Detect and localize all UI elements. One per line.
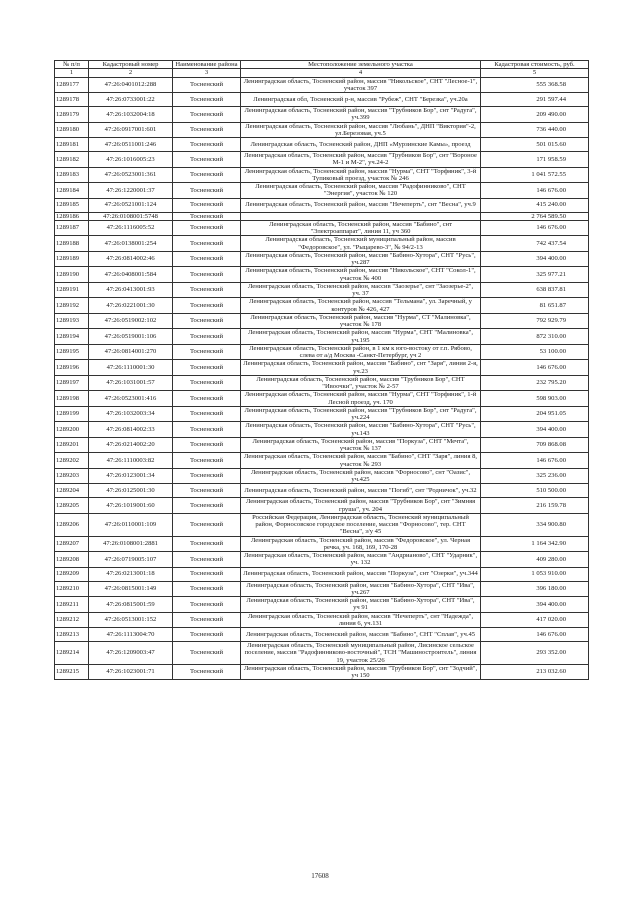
cell-cadastral-number: 47:26:0125001:30	[89, 484, 173, 498]
cell-location: Ленинградская область, Тосненский район, массив "Бабино", СНТ "Заря", линия 8, участок № 293	[241, 453, 481, 469]
table-row	[55, 138, 589, 152]
cell-cost: 146 676.00	[481, 360, 589, 376]
cell-district: Тосненский	[173, 183, 241, 199]
cell-location: Ленинградская область, Тосненский муниципальный район, массив "Федоровское", ул. "Рыцарево-3", № 94/2-13	[241, 236, 481, 252]
cell-location: Ленинградская обл, Тосненский р-н, массив "Рубеж", СНТ "Березка", уч.20а	[241, 93, 481, 107]
table-row	[55, 567, 589, 581]
cell-cadastral-number: 47:26:1116005:52	[89, 220, 173, 236]
table-row	[55, 344, 589, 360]
cell-district: Тосненский	[173, 236, 241, 252]
cell-location: Российская Федерация, Ленинградская область, Тосненский муниципальный район, Форносовское городское поселение, массив "Форносово", тер. СНТ "Весна", з/у 45	[241, 513, 481, 536]
cell-district: Тосненский	[173, 628, 241, 642]
header-row	[55, 61, 589, 69]
cell-location: Ленинградская область, Тосненский район, массив "Трубников Бор", СНТ "Ивоочки", участок № 2-57	[241, 375, 481, 391]
column-number: 3	[173, 69, 241, 77]
cell-cost: 394 400.00	[481, 251, 589, 267]
table-row	[55, 298, 589, 314]
cell-location: Ленинградская область, Тосненский район, массив "Поркуза", СНТ "Мечта", участок № 137	[241, 437, 481, 453]
cell-location: Ленинградская область, Тосненский район, массив "Нечеперть", снт "Весна", уч.9	[241, 198, 481, 212]
cell-cost: 638 837.81	[481, 282, 589, 298]
cell-cadastral-number: 47:26:0401012:288	[89, 77, 173, 93]
table-row	[55, 93, 589, 107]
table-row	[55, 422, 589, 438]
table-row	[55, 484, 589, 498]
cell-district: Тосненский	[173, 152, 241, 168]
cell-index: 1289183	[55, 167, 89, 183]
cell-location: Ленинградская область, Тосненский район, массив "Андрианово", СНТ "Ударник", уч. 132	[241, 552, 481, 568]
cell-index: 1289191	[55, 282, 89, 298]
cell-district: Тосненский	[173, 513, 241, 536]
cell-district: Тосненский	[173, 313, 241, 329]
table-row	[55, 183, 589, 199]
cell-index: 1289188	[55, 236, 89, 252]
table-row	[55, 552, 589, 568]
cell-district: Тосненский	[173, 422, 241, 438]
cell-cost: 204 951.05	[481, 406, 589, 422]
cell-location: Ленинградская область, Тосненский район, массив "Бабино-Хутора", СНТ "Ива", уч 91	[241, 597, 481, 613]
column-number: 5	[481, 69, 589, 77]
cell-district: Тосненский	[173, 453, 241, 469]
cell-location: Ленинградская область, Тосненский район, массив "Бабино", СНТ "Сплав", уч.45	[241, 628, 481, 642]
cell-location: Ленинградская область, Тосненский район, массив "Никольское", СНТ "Сокол-1", участок № 400	[241, 267, 481, 283]
cell-cadastral-number: 47:26:0814002:46	[89, 251, 173, 267]
cell-cadastral-number: 47:26:0413001:93	[89, 282, 173, 298]
table-row	[55, 122, 589, 138]
table-row	[55, 360, 589, 376]
cell-cadastral-number: 47:26:0523001:361	[89, 167, 173, 183]
cell-cost: 53 100.00	[481, 344, 589, 360]
cell-district: Тосненский	[173, 298, 241, 314]
cell-cost: 209 490.00	[481, 107, 589, 123]
cell-district: Тосненский	[173, 468, 241, 484]
cell-district: Тосненский	[173, 220, 241, 236]
cell-cost: 872 310.00	[481, 329, 589, 345]
cell-district: Тосненский	[173, 198, 241, 212]
cell-location: Ленинградская область, Тосненский район, массив "Федоровское", ул. Черная речка, уч. 168, 169, 170-28	[241, 536, 481, 552]
cell-district: Тосненский	[173, 282, 241, 298]
cell-index: 1289212	[55, 612, 89, 628]
cell-cadastral-number: 47:26:1032003:34	[89, 406, 173, 422]
cell-cadastral-number: 47:26:1016005:23	[89, 152, 173, 168]
cell-cost: 736 440.00	[481, 122, 589, 138]
cell-cost: 792 929.79	[481, 313, 589, 329]
cell-index: 1289203	[55, 468, 89, 484]
cell-cadastral-number: 47:26:1023001:71	[89, 664, 173, 680]
cell-cadastral-number: 47:26:0138001:254	[89, 236, 173, 252]
cell-district: Тосненский	[173, 612, 241, 628]
cell-district: Тосненский	[173, 484, 241, 498]
cell-index: 1289202	[55, 453, 89, 469]
cell-cost: 334 900.80	[481, 513, 589, 536]
table-row	[55, 453, 589, 469]
cell-cost: 394 400.00	[481, 422, 589, 438]
cell-index: 1289179	[55, 107, 89, 123]
cell-district: Тосненский	[173, 360, 241, 376]
cell-index: 1289210	[55, 581, 89, 597]
cell-cost: 216 159.78	[481, 498, 589, 514]
cell-cost: 2 764 589.50	[481, 212, 589, 220]
cell-cadastral-number: 47:26:0814002:33	[89, 422, 173, 438]
cell-cadastral-number: 47:26:0733001:22	[89, 93, 173, 107]
cell-location: Ленинградская область, Тосненский район, массив "Поркуза", снт "Озерки", уч.344	[241, 567, 481, 581]
cell-location: Ленинградская область, Тосненский район, массив "Трубников Бор", снт "Зимняя груша", уч. 204	[241, 498, 481, 514]
header-index: № п/п	[55, 61, 89, 69]
table-row	[55, 267, 589, 283]
cell-cost: 394 400.00	[481, 597, 589, 613]
header-cost: Кадастровая стоимость, руб.	[481, 61, 589, 69]
cell-cadastral-number: 47:26:0719005:107	[89, 552, 173, 568]
cell-location: Ленинградская область, Тосненский район, массив "Нечеперть", снт "Надежда", линия 6, уч.131	[241, 612, 481, 628]
cell-district: Тосненский	[173, 581, 241, 597]
table-row	[55, 107, 589, 123]
cell-index: 1289215	[55, 664, 89, 680]
cell-district: Тосненский	[173, 552, 241, 568]
cell-cadastral-number: 47:26:0519002:102	[89, 313, 173, 329]
cell-index: 1289206	[55, 513, 89, 536]
cell-cadastral-number: 47:26:0108001:5748	[89, 212, 173, 220]
cell-cost: 709 868.08	[481, 437, 589, 453]
cell-cost: 146 676.00	[481, 628, 589, 642]
cell-district: Тосненский	[173, 77, 241, 93]
table-row	[55, 167, 589, 183]
cell-cadastral-number: 47:26:0521001:124	[89, 198, 173, 212]
cell-index: 1289177	[55, 77, 89, 93]
cell-index: 1289192	[55, 298, 89, 314]
page-number: 17608	[311, 872, 329, 880]
cell-location: Ленинградская область, Тосненский район, массив "Трубников Бор", снт "Вороное М-1 и М-2", уч.24-2	[241, 152, 481, 168]
cell-district: Тосненский	[173, 536, 241, 552]
cell-index: 1289186	[55, 212, 89, 220]
header-cadastral-number: Кадастровый номер	[89, 61, 173, 69]
cell-district: Тосненский	[173, 329, 241, 345]
cell-district: Тосненский	[173, 122, 241, 138]
cell-index: 1289201	[55, 437, 89, 453]
cell-cost: 555 368.58	[481, 77, 589, 93]
table-row	[55, 152, 589, 168]
cell-index: 1289184	[55, 183, 89, 199]
cell-cost: 396 180.00	[481, 581, 589, 597]
cell-location	[241, 212, 481, 220]
cell-district: Тосненский	[173, 167, 241, 183]
cell-district: Тосненский	[173, 406, 241, 422]
cell-index: 1289205	[55, 498, 89, 514]
cell-location: Ленинградская область, Тосненский район, массив "Радофинниково", СНТ "Энергия", участок № 120	[241, 183, 481, 199]
cell-index: 1289199	[55, 406, 89, 422]
cell-index: 1289207	[55, 536, 89, 552]
cell-location: Ленинградская область, Тосненский район, массив "Бабино-Хутора", СНТ "Ива", уч.267	[241, 581, 481, 597]
table-row	[55, 642, 589, 665]
cell-cadastral-number: 47:26:0519001:106	[89, 329, 173, 345]
cell-index: 1289182	[55, 152, 89, 168]
cell-district: Тосненский	[173, 251, 241, 267]
cell-location: Ленинградская область, Тосненский район, массив "Любань", ДНП "Виктория"-2, ул.Березовая, уч.5	[241, 122, 481, 138]
cell-location: Ленинградская область, Тосненский район, массив "Нурма", СНТ "Торфяник", 3-й Тупиковый проезд, участок № 246	[241, 167, 481, 183]
cell-index: 1289204	[55, 484, 89, 498]
table-row	[55, 581, 589, 597]
table-row	[55, 391, 589, 407]
cell-cadastral-number: 47:26:0513001:152	[89, 612, 173, 628]
cell-cadastral-number: 47:26:0214002:20	[89, 437, 173, 453]
cell-cadastral-number: 47:26:1209003:47	[89, 642, 173, 665]
cell-cadastral-number: 47:26:0123001:34	[89, 468, 173, 484]
cell-cadastral-number: 47:26:0917001:601	[89, 122, 173, 138]
cell-index: 1289214	[55, 642, 89, 665]
table-row	[55, 406, 589, 422]
cell-district: Тосненский	[173, 567, 241, 581]
cell-cost: 146 676.00	[481, 220, 589, 236]
cell-location: Ленинградская область, Тосненский район, массив "Бабино-Хутора", СНТ "Русь", уч.287	[241, 251, 481, 267]
cell-cost: 325 236.00	[481, 468, 589, 484]
cell-cadastral-number: 47:26:0815001:149	[89, 581, 173, 597]
table-body	[55, 77, 589, 680]
cell-index: 1289181	[55, 138, 89, 152]
table-row	[55, 220, 589, 236]
cell-index: 1289196	[55, 360, 89, 376]
cell-index: 1289185	[55, 198, 89, 212]
cell-cadastral-number: 47:26:0221001:30	[89, 298, 173, 314]
cell-cadastral-number: 47:26:0213001:18	[89, 567, 173, 581]
cell-index: 1289211	[55, 597, 89, 613]
cell-cost: 1 041 572.55	[481, 167, 589, 183]
cell-cost: 325 977.21	[481, 267, 589, 283]
cell-district: Тосненский	[173, 138, 241, 152]
table-row	[55, 664, 589, 680]
cell-cost: 510 500.00	[481, 484, 589, 498]
cell-district: Тосненский	[173, 642, 241, 665]
cell-district: Тосненский	[173, 437, 241, 453]
cell-index: 1289198	[55, 391, 89, 407]
document-page	[54, 60, 588, 680]
cell-cost: 213 032.60	[481, 664, 589, 680]
cell-location: Ленинградская область, Тосненский район, массив "Никольское", СНТ "Лесное-1", участок 397	[241, 77, 481, 93]
table-row	[55, 251, 589, 267]
cell-index: 1289193	[55, 313, 89, 329]
cell-location: Ленинградская область, Тосненский район, массив "Бабино", снт "Электроаппарат", линия 11, уч 360	[241, 220, 481, 236]
cell-cadastral-number: 47:26:1110001:30	[89, 360, 173, 376]
cell-index: 1289190	[55, 267, 89, 283]
table-row	[55, 282, 589, 298]
cell-location: Ленинградская область, Тосненский район, массив "Заозерье", снт "Заозерье-2", уч. 37	[241, 282, 481, 298]
cadastral-table	[54, 60, 589, 680]
cell-cost: 291 597.44	[481, 93, 589, 107]
cell-index: 1289187	[55, 220, 89, 236]
cell-cost: 171 958.59	[481, 152, 589, 168]
cell-district: Тосненский	[173, 212, 241, 220]
table-row	[55, 375, 589, 391]
cell-cost: 1 164 342.90	[481, 536, 589, 552]
header-location: Местоположение земельного участка	[241, 61, 481, 69]
cell-location: Ленинградская область, Тосненский район, массив "Бабино-Хутора", СНТ "Русь", уч.143	[241, 422, 481, 438]
cell-cadastral-number: 47:26:0408001:584	[89, 267, 173, 283]
table-row	[55, 468, 589, 484]
cell-location: Ленинградская область, Тосненский район, массив "Трубников Бор", снт "Радуга", уч.399	[241, 107, 481, 123]
table-row	[55, 198, 589, 212]
cell-cost: 293 352.00	[481, 642, 589, 665]
cell-district: Тосненский	[173, 107, 241, 123]
cell-cost: 409 280.00	[481, 552, 589, 568]
cell-district: Тосненский	[173, 597, 241, 613]
column-number-row	[55, 69, 589, 77]
cell-location: Ленинградская область, Тосненский район, массив "Погиб", снт "Родничок", уч.32	[241, 484, 481, 498]
cell-cadastral-number: 47:26:1031001:57	[89, 375, 173, 391]
cell-index: 1289178	[55, 93, 89, 107]
cell-location: Ленинградская область, Тосненский муниципальный район, Лисинское сельское поселение, массив "Радофинниково-восточный", ТСН "Машиностроитель", линия 19, участок 25/26	[241, 642, 481, 665]
table-row	[55, 628, 589, 642]
cell-cost: 417 020.00	[481, 612, 589, 628]
table-row	[55, 77, 589, 93]
table-header	[55, 61, 589, 78]
cell-index: 1289195	[55, 344, 89, 360]
cell-location: Ленинградская область, Тосненский район, массив "Нурма", СНТ "Малиновка", уч.195	[241, 329, 481, 345]
cell-index: 1289209	[55, 567, 89, 581]
cell-cadastral-number: 47:26:0523001:416	[89, 391, 173, 407]
table-row	[55, 212, 589, 220]
table-row	[55, 313, 589, 329]
table-row	[55, 498, 589, 514]
column-number: 1	[55, 69, 89, 77]
cell-index: 1289197	[55, 375, 89, 391]
cell-cost: 146 676.00	[481, 183, 589, 199]
cell-location: Ленинградская область, Тосненский район, массив "Бабино", снт "Заря", линия 2-я, уч.23	[241, 360, 481, 376]
cell-cost: 1 053 910.00	[481, 567, 589, 581]
cell-index: 1289194	[55, 329, 89, 345]
column-number: 4	[241, 69, 481, 77]
cell-index: 1289208	[55, 552, 89, 568]
table-row	[55, 236, 589, 252]
cell-cost: 232 795.20	[481, 375, 589, 391]
cell-cadastral-number: 47:26:1019001:60	[89, 498, 173, 514]
cell-cadastral-number: 47:26:0814001:270	[89, 344, 173, 360]
cell-cost: 146 676.00	[481, 453, 589, 469]
cell-cadastral-number: 47:26:0110001:109	[89, 513, 173, 536]
cell-location: Ленинградская область, Тосненский район, массив "Тельмана", ул. Заречный, у контуров № 426, 427	[241, 298, 481, 314]
cell-index: 1289200	[55, 422, 89, 438]
cell-cost: 415 240.00	[481, 198, 589, 212]
cell-index: 1289213	[55, 628, 89, 642]
cell-cost: 598 903.00	[481, 391, 589, 407]
cell-cost: 501 015.60	[481, 138, 589, 152]
cell-location: Ленинградская область, Тосненский район, массив "Форносово", снт "Оазис", уч.425	[241, 468, 481, 484]
cell-index: 1289180	[55, 122, 89, 138]
cell-cost: 81 651.87	[481, 298, 589, 314]
cell-location: Ленинградская область, Тосненский район, в 1 км к юго-востоку от г.п. Рябово, слева от а/д Москва -Санкт-Петербург, уч 2	[241, 344, 481, 360]
cell-cadastral-number: 47:26:1220001:37	[89, 183, 173, 199]
cell-cost: 742 437.54	[481, 236, 589, 252]
cell-location: Ленинградская область, Тосненский район, массив "Трубников Бор", снт "Радуга", уч.224	[241, 406, 481, 422]
cell-district: Тосненский	[173, 391, 241, 407]
column-number: 2	[89, 69, 173, 77]
cell-district: Тосненский	[173, 344, 241, 360]
cell-district: Тосненский	[173, 664, 241, 680]
table-row	[55, 513, 589, 536]
cell-cadastral-number: 47:26:0108001:2881	[89, 536, 173, 552]
cell-location: Ленинградская область, Тосненский район, ДНП «Мурзинские Камы», проезд	[241, 138, 481, 152]
table-row	[55, 612, 589, 628]
table-row	[55, 536, 589, 552]
cell-district: Тосненский	[173, 498, 241, 514]
cell-district: Тосненский	[173, 267, 241, 283]
table-row	[55, 437, 589, 453]
cell-location: Ленинградская область, Тосненский район, массив "Нурма", СНТ "Торфяник", 1-й Лесной проезд, уч. 170	[241, 391, 481, 407]
cell-cadastral-number: 47:26:0815001:59	[89, 597, 173, 613]
cell-location: Ленинградская область, Тосненский район, массив "Трубников Бор", снт "Зодчий", уч 150	[241, 664, 481, 680]
table-row	[55, 597, 589, 613]
cell-district: Тосненский	[173, 375, 241, 391]
header-district: Наименование района	[173, 61, 241, 69]
cell-cadastral-number: 47:26:0511001:246	[89, 138, 173, 152]
cell-index: 1289189	[55, 251, 89, 267]
cell-district: Тосненский	[173, 93, 241, 107]
cell-cadastral-number: 47:26:1032004:18	[89, 107, 173, 123]
cell-cadastral-number: 47:26:1110003:82	[89, 453, 173, 469]
cell-cadastral-number: 47:26:1113004:70	[89, 628, 173, 642]
table-row	[55, 329, 589, 345]
cell-location: Ленинградская область, Тосненский район, массив "Нурма", СТ "Малиновка", участок № 178	[241, 313, 481, 329]
